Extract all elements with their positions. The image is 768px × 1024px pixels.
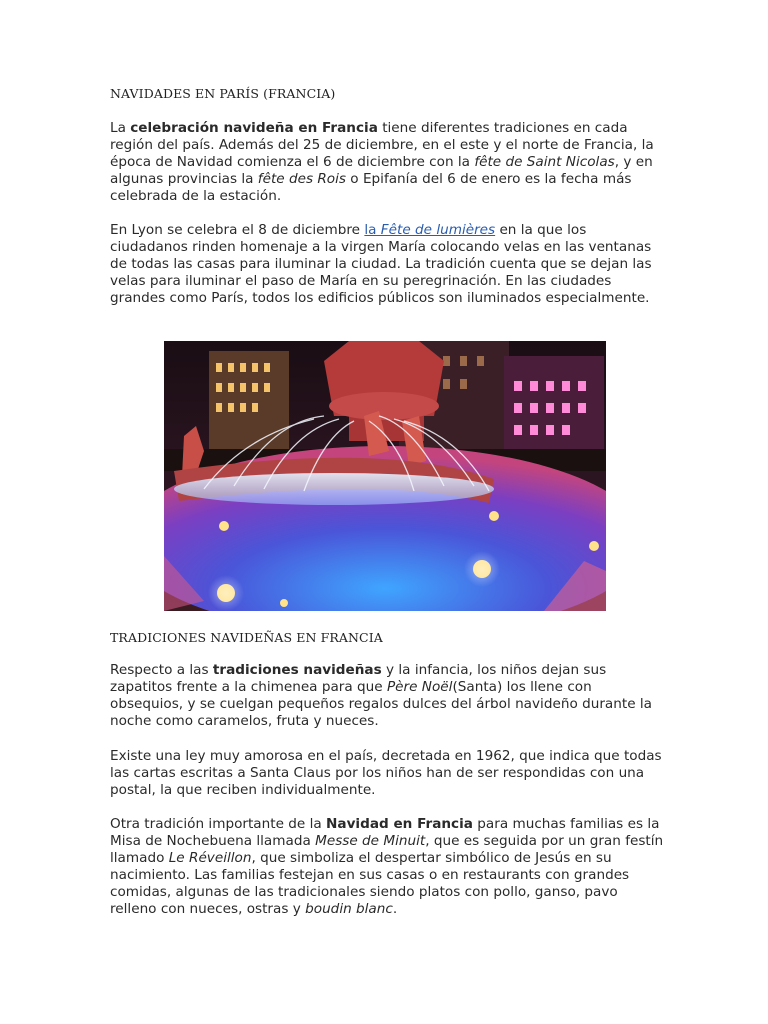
text-run: y la infancia, los niños dejan sus zapatitos frente a la chimenea para que [110, 662, 607, 695]
italic-text-pere-noel: Père Noël [386, 679, 453, 695]
paragraph-misa-nochebuena [110, 816, 666, 918]
heading-navidades-paris: NAVIDADES EN PARÍS (FRANCIA) [110, 86, 336, 101]
italic-text-saint-nicolas: fête de Saint Nicolas [474, 154, 615, 170]
text-run: en la que los ciudadanos rinden homenaje a la virgen María colocando velas en las ventanas de todas las casas para iluminar la ciudad. La tradición cuenta que se dejan las velas para iluminar el paso de María en su peregrinación. En las ciudades grandes como París, todos los edificios públicos son iluminados especialmente. [110, 222, 652, 306]
text-run: , que es seguida por un gran festín llamado [110, 833, 664, 866]
text-run: tiene diferentes tradiciones en cada región del país. Además del 25 de diciembre, en el este y el norte de Francia, la época de Navidad comienza el 6 de diciembre con la [110, 120, 654, 170]
text-run: En Lyon se celebra el 8 de diciembre [110, 222, 365, 238]
text-run: , que simboliza el despertar simbólico de Jesús en su nacimiento. Las familias festejan en sus casas o en restaurants con grandes comidas, algunas de las tradicionales siendo platos con pollo, ganso, pavo relleno con nueces, ostras y [110, 850, 630, 917]
text-run: . [392, 901, 398, 917]
link-text-la: la [364, 222, 377, 238]
italic-text-le-reveillon: Le Réveillon [168, 850, 252, 866]
text-run: o Epifanía del 6 de enero es la fecha más celebrada de la estación. [110, 171, 632, 204]
text-run: La [110, 120, 131, 136]
paragraph-celebracion [110, 120, 666, 205]
italic-text-fete-des-rois: fête des Rois [257, 171, 346, 187]
text-run: Existe una ley muy amorosa en el país, decretada en 1962, que indica que todas las cartas escritas a Santa Claus por los niños han de ser respondidas con una postal, la que reciben individualmente. [110, 748, 662, 798]
bold-text-celebracion: celebración navideña en Francia [130, 120, 378, 136]
fete-de-lumieres-link[interactable] [364, 222, 495, 238]
text-run: para muchas familias es la Misa de Nochebuena llamada [110, 816, 660, 849]
text-run: (Santa) los llene con obsequios, y se cuelgan pequeños regalos dulces del árbol navideño durante la noche como caramelos, fruta y nueces. [110, 679, 652, 729]
text-run: Respecto a las [110, 662, 213, 678]
text-run: , y en algunas provincias la [110, 154, 653, 187]
fountain-photo [164, 341, 606, 611]
text-run: Otra tradición importante de la [110, 816, 327, 832]
bold-text-tradiciones: tradiciones navideñas [212, 662, 382, 678]
link-text-fete: Fête de lumières [376, 222, 496, 238]
paragraph-ley-1962 [110, 748, 666, 799]
heading-tradiciones: TRADICIONES NAVIDEÑAS EN FRANCIA [110, 630, 383, 645]
paragraph-lyon [110, 222, 666, 307]
italic-text-messe-de-minuit: Messe de Minuit [315, 833, 426, 849]
paragraph-tradiciones [110, 662, 666, 730]
bold-text-navidad-francia: Navidad en Francia [326, 816, 473, 832]
italic-text-boudin-blanc: boudin blanc [305, 901, 393, 917]
